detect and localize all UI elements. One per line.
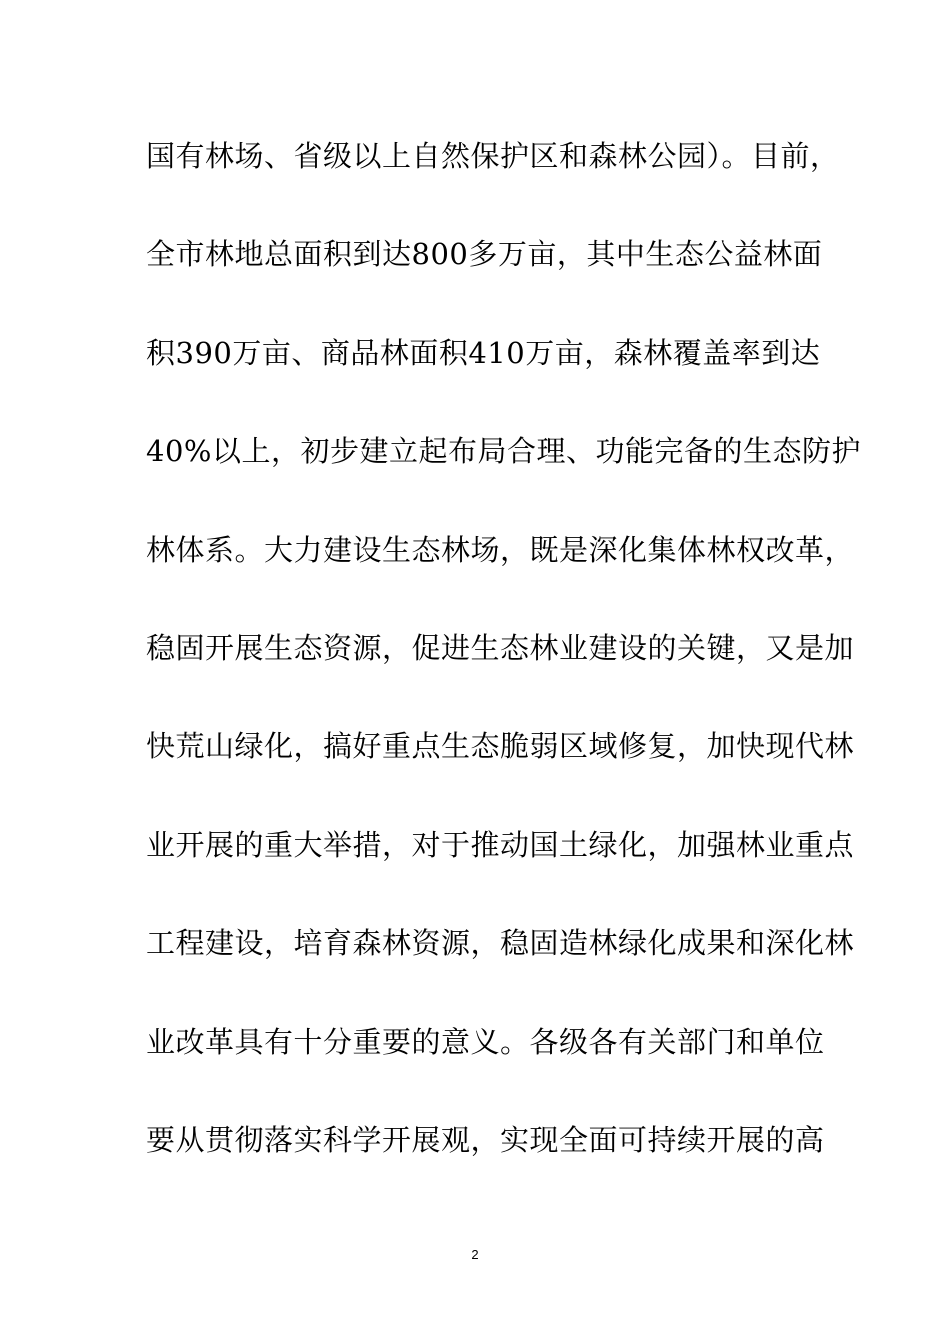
text-line: 国有林场、省级以上自然保护区和森林公园）。目前， xyxy=(146,139,840,173)
text-line: 工程建设，培育森林资源，稳固造林绿化成果和深化林 xyxy=(146,926,855,961)
text-line: 40%以上，初步建立起布局合理、功能完备的生态防护 xyxy=(146,434,861,469)
text-line: 要从贯彻落实科学开展观，实现全面可持续开展的高 xyxy=(146,1122,825,1157)
text-line: 林体系。大力建设生态林场，既是深化集体林权改革， xyxy=(146,532,855,567)
page-number: 2 xyxy=(471,1247,479,1262)
text-line: 全市林地总面积到达800多万亩，其中生态公益林面 xyxy=(146,237,823,272)
text-line: 业开展的重大举措，对于推动国土绿化，加强林业重点 xyxy=(146,827,855,862)
text-line: 积390万亩、商品林面积410万亩，森林覆盖率到达 xyxy=(146,335,821,370)
text-line: 业改革具有十分重要的意义。各级各有关部门和单位 xyxy=(146,1024,825,1059)
text-line: 快荒山绿化，搞好重点生态脆弱区域修复，加快现代林 xyxy=(146,729,855,764)
body-text xyxy=(146,124,861,1206)
text-line: 稳固开展生态资源，促进生态林业建设的关键，又是加 xyxy=(146,630,855,665)
